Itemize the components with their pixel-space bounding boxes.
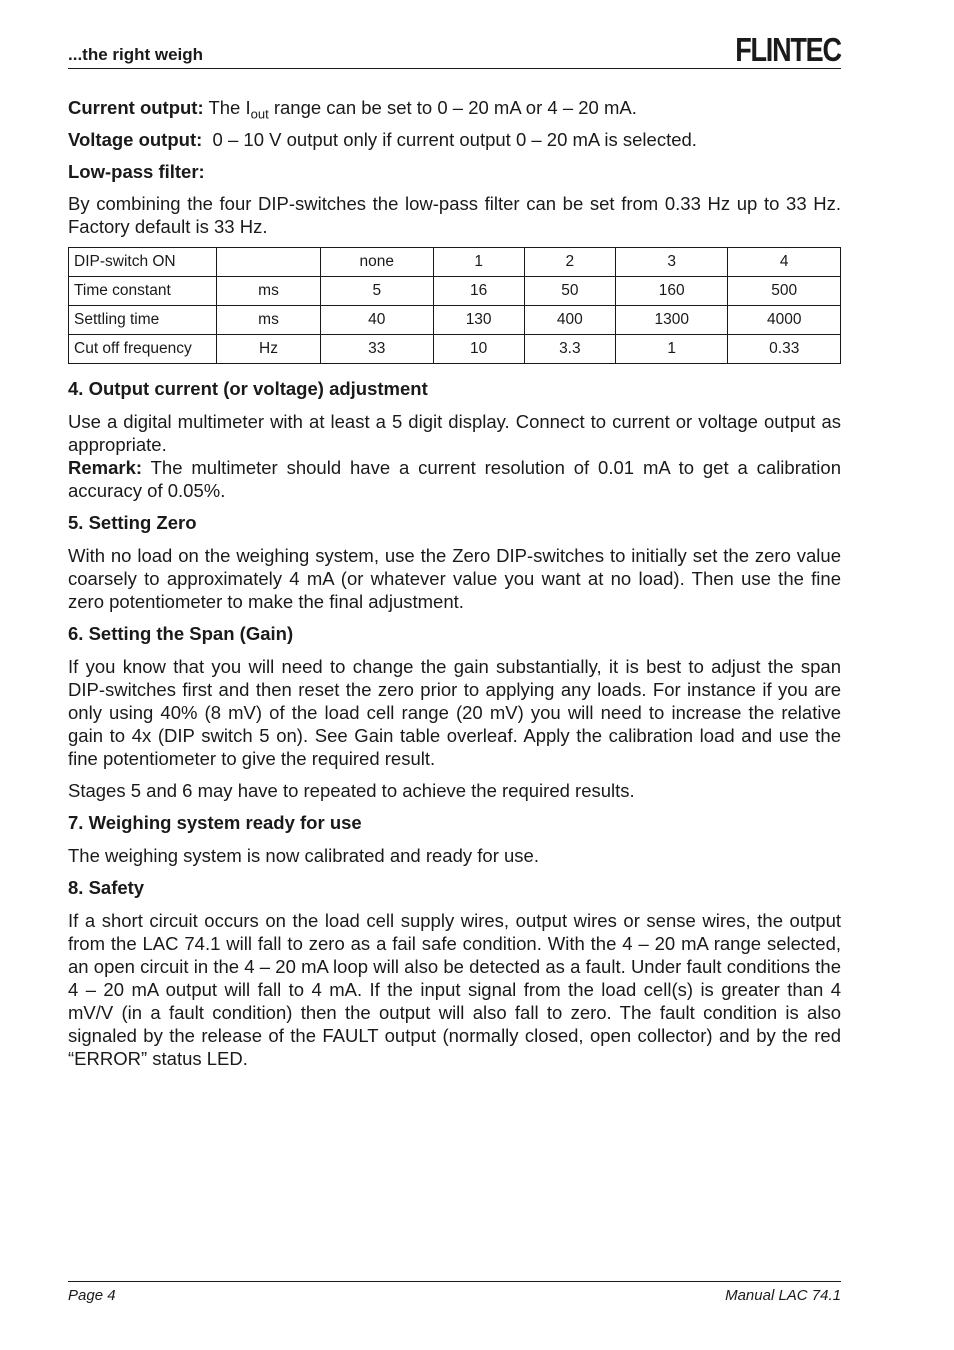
table-row-label: Time constant — [69, 277, 217, 306]
table-cell: 500 — [728, 277, 841, 306]
table-cell: 3 — [615, 248, 728, 277]
table-row-label: Cut off frequency — [69, 335, 217, 364]
section-5-title: 5. Setting Zero — [68, 512, 197, 533]
table-row-unit: Hz — [217, 335, 321, 364]
table-cell: 16 — [433, 277, 524, 306]
table-cell: 1 — [433, 248, 524, 277]
table-cell: 10 — [433, 335, 524, 364]
table-row-unit: ms — [217, 306, 321, 335]
section-8-text: If a short circuit occurs on the load cell supply wires, output wires or sense wires, the output from the LAC 74.1 will fall to zero as a fail safe condition. With the 4 – 20 mA range selected, an open circuit in the 4 – 20 mA loop will also be detected as a fault. Under fault conditions the 4 – 20 mA output will fall to 4 mA. If the input signal from the load cell(s) is greater than 4 mV/V (in a fault condition) then the output will also fall to zero. The fault condition is also signaled by the release of the FAULT output (normally closed, open collector) and by the red “ERROR” status LED. — [68, 910, 841, 1069]
table-cell: 4 — [728, 248, 841, 277]
table-cell: 4000 — [728, 306, 841, 335]
lowpass-table — [68, 247, 841, 364]
table-cell: 40 — [321, 306, 434, 335]
remark-label: Remark: — [68, 457, 143, 478]
voltage-output-line: Voltage output: 0 – 10 V output only if current output 0 – 20 mA is selected. — [68, 129, 697, 150]
page-header — [68, 30, 841, 69]
table-cell: 130 — [433, 306, 524, 335]
table-row — [69, 306, 841, 335]
section-6-note: Stages 5 and 6 may have to repeated to achieve the required results. — [68, 780, 635, 801]
table-cell: 50 — [524, 277, 615, 306]
table-row — [69, 277, 841, 306]
table-row-unit — [217, 248, 321, 277]
section-4-title: 4. Output current (or voltage) adjustment — [68, 378, 428, 399]
table-cell: 0.33 — [728, 335, 841, 364]
flintec-logo: FLINTEC — [735, 31, 841, 68]
current-output-label: Current output: — [68, 97, 204, 118]
page-content — [68, 96, 841, 1079]
table-cell: 400 — [524, 306, 615, 335]
section-6-title: 6. Setting the Span (Gain) — [68, 623, 294, 644]
table-cell: 1 — [615, 335, 728, 364]
table-cell: 160 — [615, 277, 728, 306]
table-cell: 3.3 — [524, 335, 615, 364]
table-cell: 33 — [321, 335, 434, 364]
table-row-label: DIP-switch ON — [69, 248, 217, 277]
section-5-text: With no load on the weighing system, use the Zero DIP-switches to initially set the zero value coarsely to approximately 4 mA (or whatever value you want at no load). Then use the fine zero potentiometer to make the final adjustment. — [68, 545, 841, 612]
table-row-unit: ms — [217, 277, 321, 306]
table-cell: 2 — [524, 248, 615, 277]
header-tagline: ...the right weigh — [68, 45, 204, 64]
table-row — [69, 335, 841, 364]
lowpass-text: By combining the four DIP-switches the low-pass filter can be set from 0.33 Hz up to 33 Hz. Factory default is 33 Hz. — [68, 193, 841, 237]
lowpass-label: Low-pass filter: — [68, 161, 205, 182]
table-cell: none — [321, 248, 434, 277]
table-row — [69, 248, 841, 277]
section-7-title: 7. Weighing system ready for use — [68, 812, 362, 833]
table-cell: 5 — [321, 277, 434, 306]
manual-name: Manual LAC 74.1 — [725, 1287, 841, 1304]
voltage-output-label: Voltage output: — [68, 129, 203, 150]
current-output-line: Current output: The $I_{out}$ range can be set to 0 – 20 mA or 4 – 20 mA. — [68, 97, 637, 122]
table-cell: 1300 — [615, 306, 728, 335]
section-4-remark: Remark: The multimeter should have a current resolution of 0.01 mA to get a calibration accuracy of 0.05%. — [68, 457, 841, 501]
page-number: Page 4 — [68, 1287, 116, 1304]
section-6-text: If you know that you will need to change the gain substantially, it is best to adjust the span DIP-switches first and then reset the zero prior to applying any loads. For instance if you are only using 40% (8 mV) of the load cell range (20 mV) you will need to increase the relative gain to 4x (DIP switch 5 on). See Gain table overleaf. Apply the calibration load and use the fine potentiometer to give the required result. — [68, 656, 841, 769]
page-footer — [68, 1281, 841, 1304]
section-4-text: Use a digital multimeter with at least a 5 digit display. Connect to current or voltage output as appropriate. — [68, 411, 841, 455]
table-row-label: Settling time — [69, 306, 217, 335]
section-8-title: 8. Safety — [68, 877, 145, 898]
section-7-text: The weighing system is now calibrated and ready for use. — [68, 845, 539, 866]
